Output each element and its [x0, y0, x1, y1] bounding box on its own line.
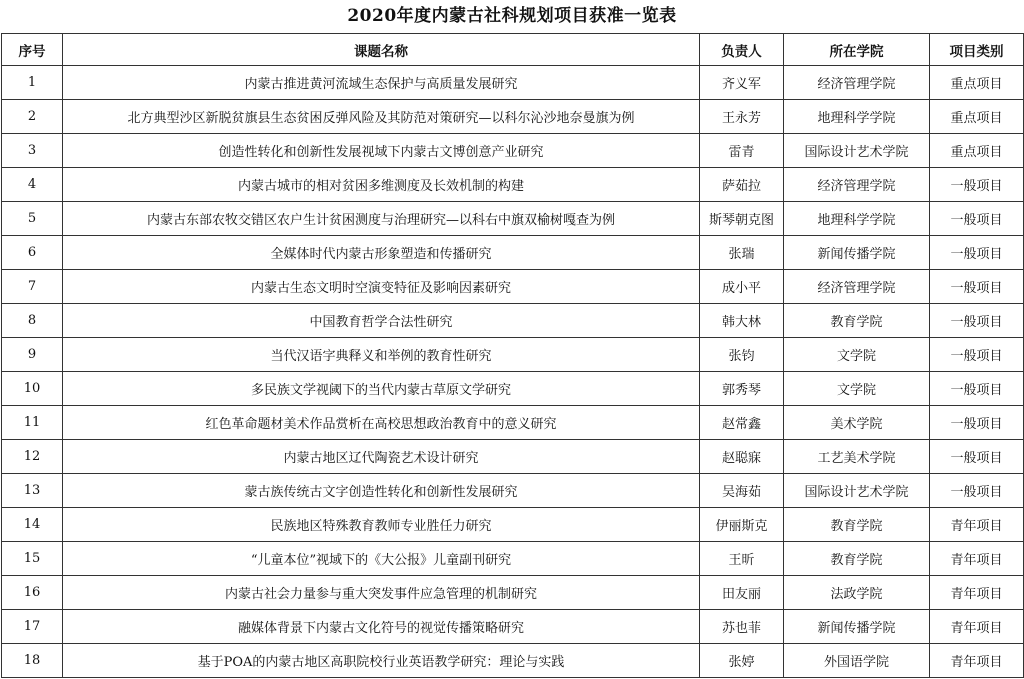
- row-category-cell: 青年项目: [930, 644, 1024, 678]
- table-row: [2, 406, 1024, 440]
- table-row: [2, 508, 1024, 542]
- project-table: [1, 33, 1024, 678]
- row-lead-cell: 成小平: [700, 270, 784, 304]
- row-school-cell: 地理科学学院: [784, 100, 930, 134]
- row-lead-cell: 郭秀琴: [700, 372, 784, 406]
- header-topic: 课题名称: [63, 34, 700, 66]
- row-lead-cell: 雷青: [700, 134, 784, 168]
- table-row: [2, 644, 1024, 678]
- row-school-cell: 教育学院: [784, 304, 930, 338]
- row-index-cell: 17: [2, 610, 63, 644]
- row-index-cell: 14: [2, 508, 63, 542]
- row-lead-cell: 赵聪寐: [700, 440, 784, 474]
- row-index-cell: 16: [2, 576, 63, 610]
- row-category-cell: 一般项目: [930, 270, 1024, 304]
- row-topic-cell: 内蒙古地区辽代陶瓷艺术设计研究: [63, 440, 700, 474]
- row-school-cell: 工艺美术学院: [784, 440, 930, 474]
- table-row: [2, 542, 1024, 576]
- row-school-cell: 教育学院: [784, 542, 930, 576]
- row-lead-cell: 齐义军: [700, 66, 784, 100]
- row-topic-cell: 全媒体时代内蒙古形象塑造和传播研究: [63, 236, 700, 270]
- row-category-cell: 一般项目: [930, 168, 1024, 202]
- row-topic-cell: 当代汉语字典释义和举例的教育性研究: [63, 338, 700, 372]
- table-row: [2, 202, 1024, 236]
- table-row: [2, 372, 1024, 406]
- table-row: [2, 66, 1024, 100]
- row-school-cell: 新闻传播学院: [784, 610, 930, 644]
- row-school-cell: 国际设计艺术学院: [784, 474, 930, 508]
- row-topic-cell: 基于POA的内蒙古地区高职院校行业英语教学研究：理论与实践: [63, 644, 700, 678]
- row-topic-cell: 内蒙古推进黄河流域生态保护与高质量发展研究: [63, 66, 700, 100]
- table-row: [2, 474, 1024, 508]
- row-lead-cell: 张婷: [700, 644, 784, 678]
- table-row: [2, 440, 1024, 474]
- table-header-row: [2, 34, 1024, 66]
- table-row: [2, 100, 1024, 134]
- row-category-cell: 一般项目: [930, 474, 1024, 508]
- row-category-cell: 一般项目: [930, 440, 1024, 474]
- row-topic-cell: 内蒙古东部农牧交错区农户生计贫困测度与治理研究—以科右中旗双榆树嘎查为例: [63, 202, 700, 236]
- row-school-cell: 教育学院: [784, 508, 930, 542]
- row-topic-cell: 创造性转化和创新性发展视域下内蒙古文博创意产业研究: [63, 134, 700, 168]
- row-topic-cell: 内蒙古生态文明时空演变特征及影响因素研究: [63, 270, 700, 304]
- row-school-cell: 法政学院: [784, 576, 930, 610]
- row-category-cell: 一般项目: [930, 304, 1024, 338]
- row-school-cell: 文学院: [784, 338, 930, 372]
- row-index-cell: 7: [2, 270, 63, 304]
- row-lead-cell: 苏也菲: [700, 610, 784, 644]
- row-topic-cell: 红色革命题材美术作品赏析在高校思想政治教育中的意义研究: [63, 406, 700, 440]
- row-index-cell: 8: [2, 304, 63, 338]
- row-lead-cell: 伊丽斯克: [700, 508, 784, 542]
- table-row: [2, 576, 1024, 610]
- row-school-cell: 经济管理学院: [784, 66, 930, 100]
- row-index-cell: 12: [2, 440, 63, 474]
- header-index: 序号: [2, 34, 63, 66]
- table-row: [2, 338, 1024, 372]
- table-row: [2, 304, 1024, 338]
- header-lead: 负责人: [700, 34, 784, 66]
- row-topic-cell: 多民族文学视阈下的当代内蒙古草原文学研究: [63, 372, 700, 406]
- row-category-cell: 重点项目: [930, 134, 1024, 168]
- row-category-cell: 一般项目: [930, 338, 1024, 372]
- row-category-cell: 一般项目: [930, 236, 1024, 270]
- row-index-cell: 5: [2, 202, 63, 236]
- row-index-cell: 10: [2, 372, 63, 406]
- document-title: 2020年度内蒙古社科规划项目获准一览表: [347, 6, 677, 26]
- row-index-cell: 3: [2, 134, 63, 168]
- row-category-cell: 一般项目: [930, 372, 1024, 406]
- header-category: 项目类别: [930, 34, 1024, 66]
- row-school-cell: 地理科学学院: [784, 202, 930, 236]
- row-category-cell: 重点项目: [930, 100, 1024, 134]
- row-topic-cell: 北方典型沙区新脱贫旗县生态贫困反弹风险及其防范对策研究—以科尔沁沙地奈曼旗为例: [63, 100, 700, 134]
- row-index-cell: 11: [2, 406, 63, 440]
- row-index-cell: 9: [2, 338, 63, 372]
- row-school-cell: 新闻传播学院: [784, 236, 930, 270]
- row-lead-cell: 斯琴朝克图: [700, 202, 784, 236]
- row-lead-cell: 韩大林: [700, 304, 784, 338]
- row-index-cell: 1: [2, 66, 63, 100]
- table-row: [2, 134, 1024, 168]
- row-school-cell: 国际设计艺术学院: [784, 134, 930, 168]
- table-row: [2, 610, 1024, 644]
- row-index-cell: 18: [2, 644, 63, 678]
- table-row: [2, 236, 1024, 270]
- row-index-cell: 15: [2, 542, 63, 576]
- row-lead-cell: 王永芳: [700, 100, 784, 134]
- row-school-cell: 外国语学院: [784, 644, 930, 678]
- row-category-cell: 一般项目: [930, 406, 1024, 440]
- row-category-cell: 重点项目: [930, 66, 1024, 100]
- row-school-cell: 文学院: [784, 372, 930, 406]
- row-category-cell: 青年项目: [930, 542, 1024, 576]
- row-topic-cell: 蒙古族传统古文字创造性转化和创新性发展研究: [63, 474, 700, 508]
- row-topic-cell: 内蒙古城市的相对贫困多维测度及长效机制的构建: [63, 168, 700, 202]
- table-row: [2, 168, 1024, 202]
- row-lead-cell: 张钧: [700, 338, 784, 372]
- row-lead-cell: 萨茹拉: [700, 168, 784, 202]
- row-index-cell: 6: [2, 236, 63, 270]
- row-topic-cell: “儿童本位”视域下的《大公报》儿童副刊研究: [63, 542, 700, 576]
- row-topic-cell: 内蒙古社会力量参与重大突发事件应急管理的机制研究: [63, 576, 700, 610]
- row-school-cell: 经济管理学院: [784, 270, 930, 304]
- row-category-cell: 青年项目: [930, 508, 1024, 542]
- row-category-cell: 青年项目: [930, 610, 1024, 644]
- row-lead-cell: 赵常鑫: [700, 406, 784, 440]
- row-topic-cell: 民族地区特殊教育教师专业胜任力研究: [63, 508, 700, 542]
- row-topic-cell: 融媒体背景下内蒙古文化符号的视觉传播策略研究: [63, 610, 700, 644]
- row-category-cell: 青年项目: [930, 576, 1024, 610]
- row-school-cell: 经济管理学院: [784, 168, 930, 202]
- row-lead-cell: 王昕: [700, 542, 784, 576]
- row-lead-cell: 田友丽: [700, 576, 784, 610]
- row-category-cell: 一般项目: [930, 202, 1024, 236]
- row-lead-cell: 吴海茹: [700, 474, 784, 508]
- row-lead-cell: 张瑞: [700, 236, 784, 270]
- row-index-cell: 2: [2, 100, 63, 134]
- row-school-cell: 美术学院: [784, 406, 930, 440]
- row-index-cell: 4: [2, 168, 63, 202]
- row-index-cell: 13: [2, 474, 63, 508]
- table-body: [2, 66, 1024, 678]
- header-school: 所在学院: [784, 34, 930, 66]
- table-row: [2, 270, 1024, 304]
- row-topic-cell: 中国教育哲学合法性研究: [63, 304, 700, 338]
